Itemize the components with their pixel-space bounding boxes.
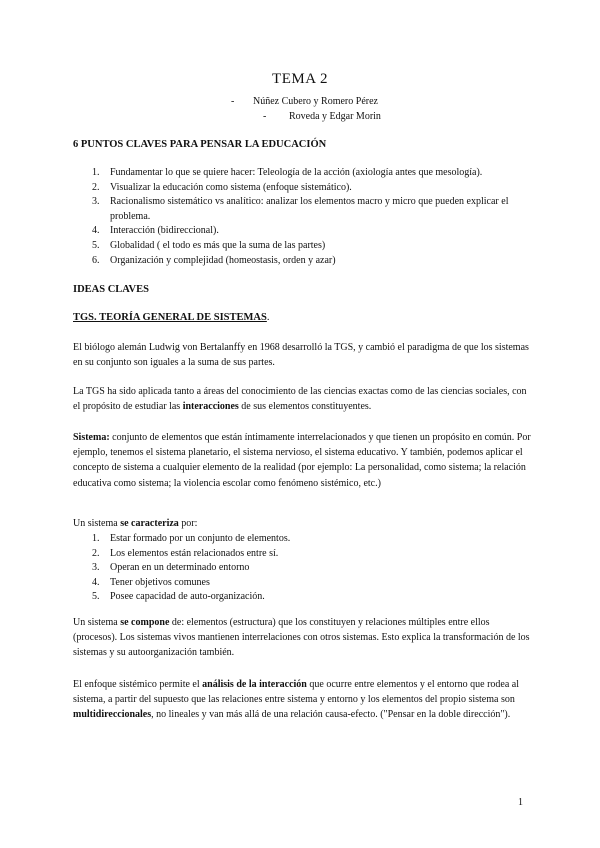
list-item — [92, 561, 512, 576]
list-text: Organización y complejidad (homeostasis, orden y azar) — [110, 254, 336, 266]
text-run: Un sistema — [73, 617, 121, 628]
text-run: El enfoque sistémico permite el — [73, 679, 203, 690]
bold-term: Sistema: — [73, 432, 110, 443]
list-text: Los elementos están relacionados entre sí. — [110, 547, 279, 559]
bold-term: se caracteriza — [120, 518, 179, 529]
text-run: La TGS ha sido aplicada tanto a áreas del conocimiento de las ciencias exactas como de las ciencias sociales, con el propósito de estudiar las — [73, 386, 527, 413]
section-heading-key-points: 6 PUNTOS CLAVES PARA PENSAR LA EDUCACIÓN — [73, 139, 327, 150]
document-title: TEMA 2 — [272, 71, 328, 87]
paragraph-caracteriza — [73, 516, 533, 531]
list-number: 4. — [92, 225, 100, 237]
list-item — [92, 254, 542, 269]
list-text: Visualizar la educación como sistema (enfoque sistemático). — [110, 181, 352, 193]
list-number: 4. — [92, 576, 100, 588]
key-points-list — [92, 166, 542, 268]
text-run: que ocurre entre elementos y el entorno que rodea al sistema, a partir del supuesto que las relaciones entre sistema y entorno y los elementos del propio sistema son — [73, 679, 520, 706]
list-item — [92, 590, 512, 605]
list-text: Operan en un determinado entorno — [110, 562, 250, 574]
list-number: 5. — [92, 239, 100, 251]
list-item — [92, 547, 512, 562]
list-number: 3. — [92, 196, 100, 208]
list-text: Estar formado por un conjunto de elementos. — [110, 533, 291, 544]
list-number: 1. — [92, 167, 100, 178]
list-item — [92, 532, 512, 547]
author-line — [263, 111, 381, 122]
text-run: Un sistema — [73, 518, 121, 529]
list-dash: - — [231, 96, 235, 107]
list-dash: - — [263, 111, 267, 122]
author-line — [231, 96, 378, 107]
paragraph-tgs-applied — [73, 384, 533, 414]
list-number: 2. — [92, 181, 100, 193]
list-item — [92, 181, 542, 196]
list-item — [92, 195, 542, 224]
list-item — [92, 166, 542, 181]
section-heading-ideas: IDEAS CLAVES — [73, 284, 149, 295]
list-number: 6. — [92, 254, 100, 266]
text-run: conjunto de elementos que están íntimamente interrelacionados y que tienen un propósito en común. Por ejemplo, tenemos el sistema planetario, el sistema nervioso, el sistema educativo. Y también, podemos aplicar el concepto de sistema a cualquier elemento de la realidad (por ejemplo: La personalidad, como sistema; la relación educativa como sistema; la violencia escolar como fenómeno sistémico, etc.) — [73, 432, 531, 489]
bold-term: análisis de la interacción — [202, 679, 307, 690]
characteristics-list — [92, 532, 512, 605]
bold-term: multidireccionales — [73, 709, 152, 721]
list-number: 5. — [92, 591, 100, 603]
text-run: de sus elementos constituyentes. — [238, 401, 372, 413]
bold-term: interacciones — [182, 401, 239, 413]
page-number: 1 — [518, 797, 523, 808]
bold-term: se compone — [120, 617, 170, 628]
list-number: 2. — [92, 547, 100, 559]
paragraph-compone — [73, 615, 533, 661]
text-run: , no lineales y van más allá de una relación causa-efecto. ("Pensar en la doble dirección"). — [151, 709, 511, 721]
list-item — [92, 239, 542, 254]
tgs-heading-text: TGS. TEORÍA GENERAL DE SISTEMAS — [73, 312, 267, 323]
list-number: 3. — [92, 562, 100, 574]
section-heading-tgs — [73, 312, 269, 323]
paragraph-bertalanffy: El biólogo alemán Ludwig von Bertalanffy en 1968 desarrolló la TGS, y cambió el paradigma de que los sistemas en su conjunto son iguales a la suma de sus partes. — [73, 342, 529, 369]
paragraph-enfoque-sistemico — [73, 677, 533, 723]
list-text: Globalidad ( el todo es más que la suma de las partes) — [110, 239, 326, 251]
tgs-heading-period: . — [266, 312, 270, 323]
list-item — [92, 576, 512, 591]
author-name: Núñez Cubero y Romero Pérez — [253, 96, 378, 107]
list-text: Posee capacidad de auto-organización. — [110, 591, 265, 603]
list-number: 1. — [92, 533, 100, 544]
list-text: Interacción (bidireccional). — [110, 225, 219, 237]
list-text: Tener objetivos comunes — [110, 576, 210, 588]
list-text: Fundamentar lo que se quiere hacer: Teleología de la acción (axiología antes que mesología). — [110, 167, 483, 178]
list-text: Racionalismo sistemático vs analítico: analizar los elementos macro y micro que pueden explicar el problema. — [110, 196, 509, 222]
list-item — [92, 224, 542, 239]
text-run: de: elementos (estructura) que los constituyen y relaciones múltiples entre ellos (procesos). Los sistemas vivos mantienen interrelaciones con otros sistemas. Esto explica la transformación de los sistemas y su autoorganización también. — [73, 617, 530, 659]
text-run: por: — [178, 518, 198, 529]
author-name: Roveda y Edgar Morin — [289, 111, 381, 122]
paragraph-sistema-definition — [73, 430, 533, 491]
